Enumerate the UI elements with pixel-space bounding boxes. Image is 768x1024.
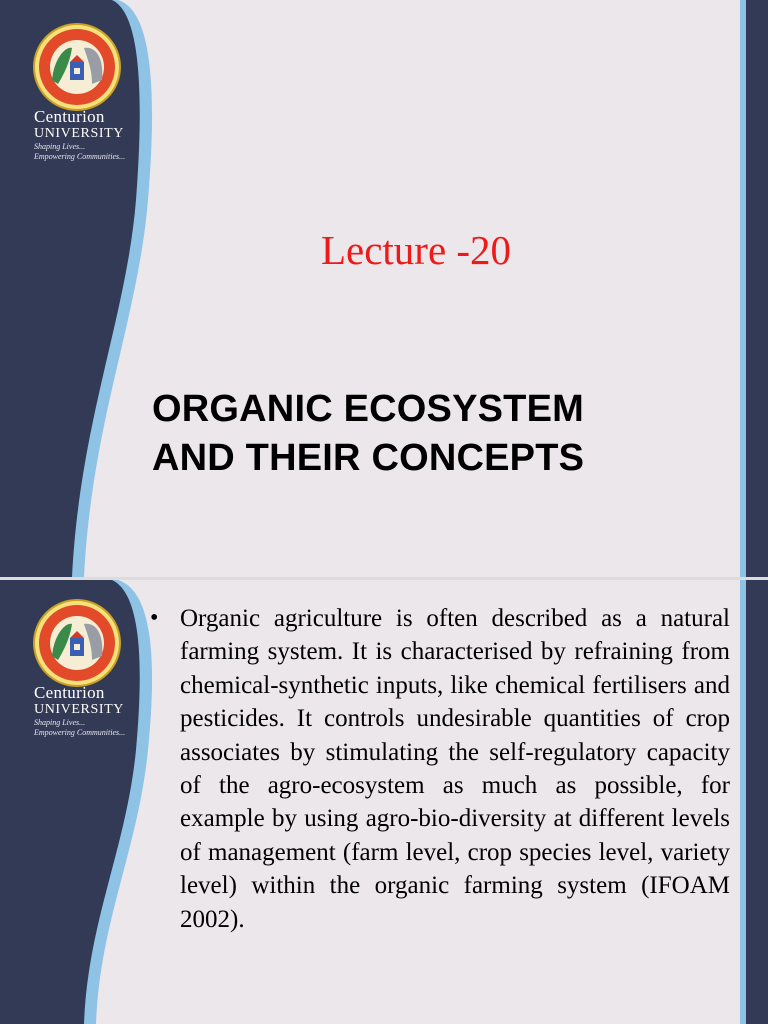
university-tagline-2: Empowering Communities... xyxy=(34,152,126,161)
content-slide xyxy=(0,580,768,1024)
right-accent-band xyxy=(740,0,768,577)
right-accent-band xyxy=(740,580,768,1024)
university-logo xyxy=(32,22,126,161)
university-tagline-1: Shaping Lives... xyxy=(34,142,86,151)
slide-title-line1: ORGANIC ECOSYSTEM xyxy=(152,388,584,430)
university-name: Centurion xyxy=(34,683,105,702)
university-seal-icon xyxy=(32,598,122,688)
slide-title xyxy=(152,385,712,483)
bullet-item xyxy=(150,602,730,936)
lecture-number: Lecture -20 xyxy=(320,227,512,273)
university-name: Centurion xyxy=(34,107,105,126)
university-subname: UNIVERSITY xyxy=(34,126,124,141)
university-tagline-1: Shaping Lives... xyxy=(34,718,86,727)
slide-title-line2: AND THEIR CONCEPTS xyxy=(152,437,585,479)
university-tagline-2: Empowering Communities... xyxy=(34,728,126,737)
university-seal-icon xyxy=(32,22,122,112)
bullet-dot-icon: • xyxy=(150,605,159,631)
bullet-text: Organic agriculture is often described as a natural farming system. It is characterised by refraining from chemical-synthetic inputs, like chemical fertilisers and pesticides. It controls undesirable quantities of crop associates by stimulating the self-regulatory capacity of the agro-ecosystem as much as possible, for example by using agro-bio-diversity at different levels of management (farm level, crop species level, variety level) within the organic farming system (IFOAM 2002). xyxy=(180,605,730,933)
university-subname: UNIVERSITY xyxy=(34,702,124,717)
university-logo xyxy=(32,598,126,737)
